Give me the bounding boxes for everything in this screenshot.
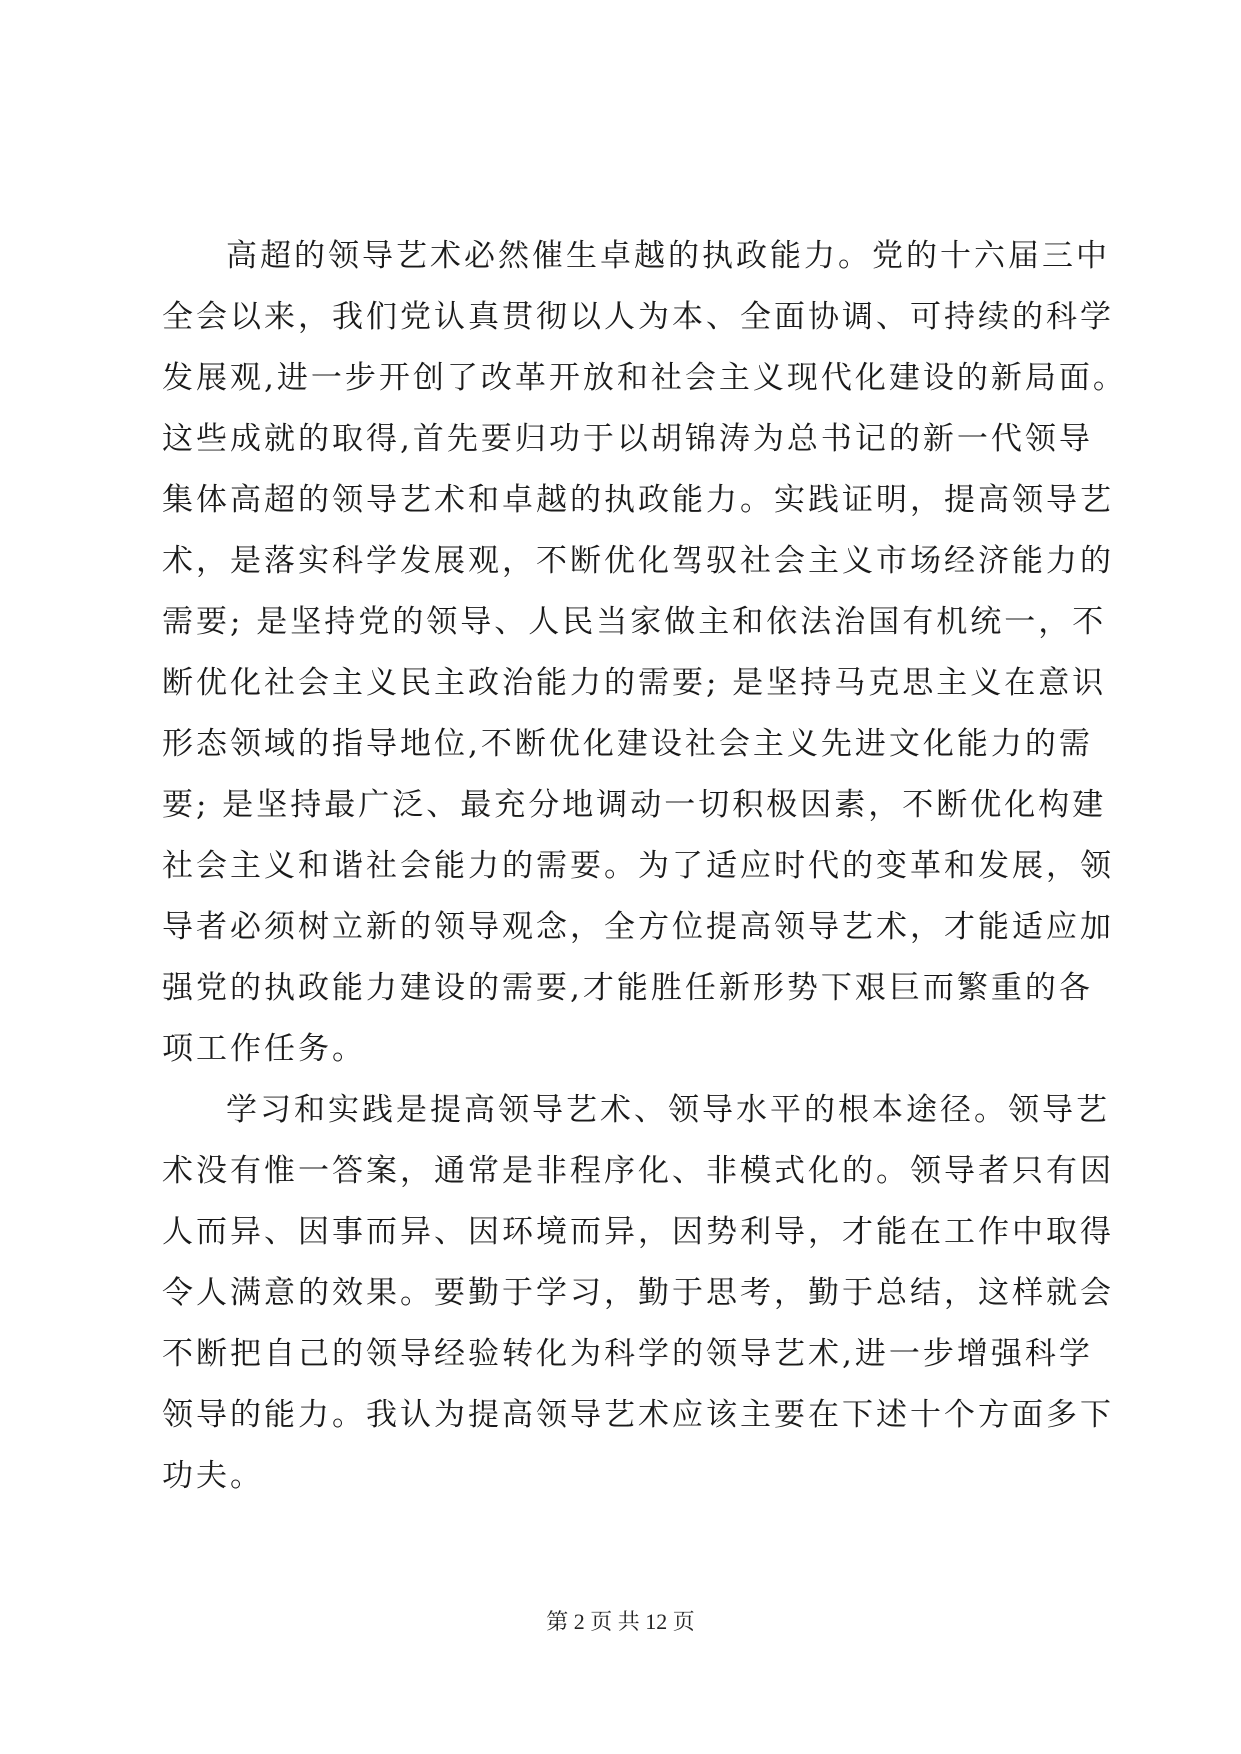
paragraph-1-line: 集体高超的领导艺术和卓越的执政能力。实践证明，提高领导艺 [162,482,1114,518]
paragraph-2-line: 功夫。 [162,1458,264,1494]
paragraph-1-line: 断优化社会主义民主政治能力的需要; 是坚持马克思主义在意识 [162,665,1107,701]
paragraph-1-line: 发展观,进一步开创了改革开放和社会主义现代化建设的新局面。 [162,360,1127,396]
paragraph-1-line: 全会以来，我们党认真贯彻以人为本、全面协调、可持续的科学 [162,299,1114,335]
paragraph-1-line: 形态领域的指导地位,不断优化建设社会主义先进文化能力的需 [162,726,1093,762]
paragraph-2-line: 人而异、因事而异、因环境而异，因势利导，才能在工作中取得 [162,1214,1114,1250]
paragraph-1-line: 导者必须树立新的领导观念，全方位提高领导艺术，才能适应加 [162,909,1114,945]
paragraph-2-line: 令人满意的效果。要勤于学习，勤于思考，勤于总结，这样就会 [162,1275,1114,1311]
paragraph-2-line: 术没有惟一答案，通常是非程序化、非模式化的。领导者只有因 [162,1153,1114,1189]
paragraph-1-line: 社会主义和谐社会能力的需要。为了适应时代的变革和发展，领 [162,848,1114,884]
paragraph-1-line: 高超的领导艺术必然催生卓越的执政能力。党的十六届三中 [226,238,1110,274]
paragraph-1-line: 这些成就的取得,首先要归功于以胡锦涛为总书记的新一代领导 [162,421,1093,457]
paragraph-1-line: 术，是落实科学发展观，不断优化驾驭社会主义市场经济能力的 [162,543,1114,579]
paragraph-1-line: 项工作任务。 [162,1031,366,1067]
paragraph-1-line: 需要; 是坚持党的领导、人民当家做主和依法治国有机统一，不 [162,604,1107,640]
paragraph-2-line: 不断把自己的领导经验转化为科学的领导艺术,进一步增强科学 [162,1336,1093,1372]
paragraph-1-line: 要; 是坚持最广泛、最充分地调动一切积极因素，不断优化构建 [162,787,1107,823]
page-number-footer: 第 2 页 共 12 页 [546,1609,695,1634]
paragraph-1-line: 强党的执政能力建设的需要,才能胜任新形势下艰巨而繁重的各 [162,970,1093,1006]
document-body [162,226,1127,1507]
paragraph-2-line: 学习和实践是提高领导艺术、领导水平的根本途径。领导艺 [226,1092,1110,1128]
paragraph-2-line: 领导的能力。我认为提高领导艺术应该主要在下述十个方面多下 [162,1397,1114,1433]
